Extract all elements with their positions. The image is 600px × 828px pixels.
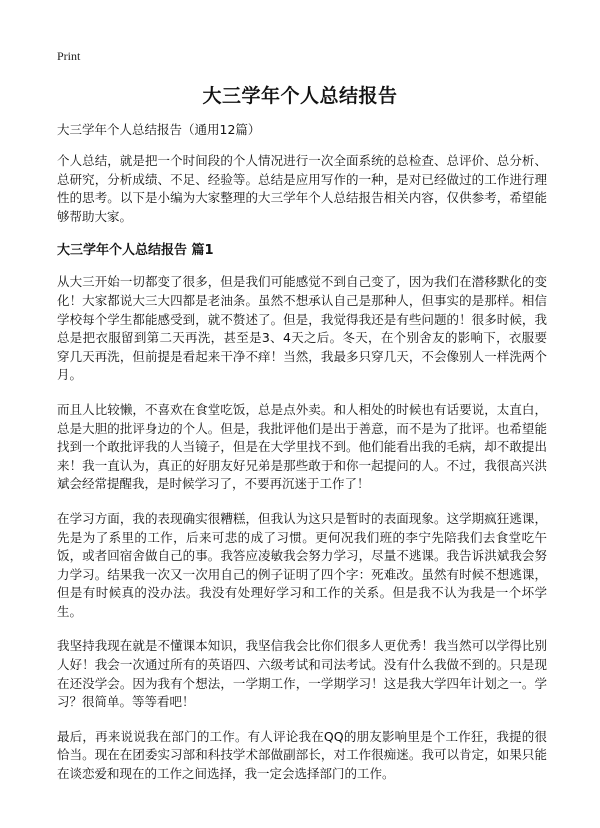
intro-paragraph: 个人总结，就是把一个时间段的个人情况进行一次全面系统的总检查、总评价、总分析、总研究，分析成绩、不足、经验等。总结是应用写作的一种，是对已经做过的工作进行理性的思考。以下是小编为大家整理的大三学年个人总结报告相关内容，仅供参考，希望能够帮助大家。	[57, 153, 547, 224]
body-paragraph: 从大三开始一切都变了很多，但是我们可能感觉不到自己变了，因为我们在潜移默化的变化！大家都说大三大四都是老油条。虽然不想承认自己是那种人，但事实的是那样。相信学校每个学生都能感受到，就不赘述了。但是，我觉得我还是有些问题的！很多时候，我总是把衣服留到第二天再洗，甚至是3、4天之后。冬天，在个别舍友的影响下，衣服要穿几天再洗，但前提是看起来干净不痒！当然，我最多只穿几天，不会像别人一样洗两个月。	[57, 274, 547, 383]
print-label[interactable]: Print	[57, 49, 81, 63]
document-title: 大三学年个人总结报告	[202, 85, 398, 107]
section-heading: 大三学年个人总结报告 篇1	[57, 243, 214, 259]
body-paragraph: 最后，再来说说我在部门的工作。有人评论我在QQ的朋友影响里是个工作狂，我提的很恰当。现在在团委实习部和科技学术部做副部长，对工作很痴迷。我可以肯定，如果只能在谈恋爱和现在的工作之间选择，我一定会选择部门的工作。	[57, 728, 547, 782]
document-body	[57, 121, 547, 800]
body-paragraph: 我坚持我现在就是不懂课本知识，我坚信我会比你们很多人更优秀！我当然可以学得比别人好！我会一次通过所有的英语四、六级考试和司法考试。没有什么我做不到的。只是现在还没学会。因为我有个想法，一学期工作，一学期学习！这是我大学四年计划之一。学习？很简单。等等看吧！	[57, 638, 547, 710]
body-paragraph: 在学习方面，我的表现确实很糟糕，但我认为这只是暂时的表面现象。这学期疯狂逃课，先是为了系里的工作，后来可悲的成了习惯。更何况我们班的李宁先陪我们去食堂吃午饭，或者回宿舍做自己的事。我答应凌敏我会努力学习，尽量不逃课。我告诉洪斌我会努力学习。结果我一次又一次用自己的例子证明了四个字：死难改。虽然有时候不想逃课，但是有时候真的没办法。我没有处理好学习和工作的关系。但是我不认为我是一个坏学生。	[57, 510, 547, 619]
document-subtitle: 大三学年个人总结报告（通用12篇）	[57, 122, 261, 137]
body-paragraph: 而且人比较懒，不喜欢在食堂吃饭，总是点外卖。和人相处的时候也有话要说，太直白，总是大胆的批评身边的个人。但是，我批评他们是出于善意，而不是为了批评。也希望能找到一个敢批评我的人当镜子，但是在大学里找不到。他们能看出我的毛病，却不敢提出来！我一直认为，真正的好朋友好兄弟是那些敢于和你一起提问的人。不过，我很高兴洪斌会经常提醒我，是时候学习了，不要再沉迷于工作了！	[57, 401, 547, 492]
